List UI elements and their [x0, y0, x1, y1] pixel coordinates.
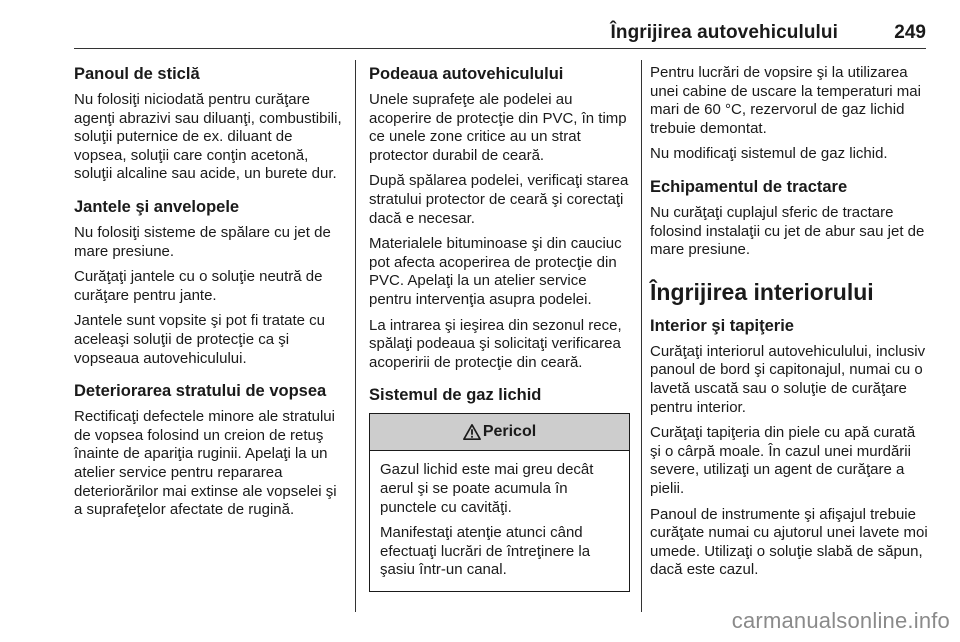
paragraph-floor-3: Materialele bituminoase şi din cauciuc pot afecta acoperirea de protecţie din PVC. Apelaţi la un atelier service pentru intervenţia asupra podelei.	[369, 235, 622, 308]
paragraph-towing: Nu curăţaţi cuplajul sferic de tractare folosind instalaţii cu jet de abur sau jet de mare presiune.	[650, 203, 925, 259]
paragraph-interior-3: Panoul de instrumente şi afişajul trebuie curăţate numai cu ajutorul unei lavete moi umede. Utilizaţi o soluţie slabă de săpun, dacă este cazul.	[650, 505, 928, 579]
warning-box	[369, 413, 630, 592]
paragraph-paint: Rectificaţi defectele minore ale stratului de vopsea folosind un creion de retuş înainte de apariţia ruginii. Apelaţi la un atelier service pentru repararea deteriorărilor mai extinse ale vopselei şi a suprafeţelor afectate de rugină.	[74, 408, 337, 519]
paragraph-interior-2: Curăţaţi tapiţeria din piele cu apă curată şi o cârpă moale. În cazul unei murdării severe, utilizaţi un agent de curăţare a pielii.	[650, 424, 916, 497]
heading-interior-upholstery: Interior şi tapiţerie	[650, 316, 794, 335]
paragraph-floor-2: După spălarea podelei, verificaţi starea stratului protector de ceară şi corectaţi dacă e necesar.	[369, 172, 629, 227]
paragraph-glass: Nu folosiţi niciodată pentru curăţare agenţi abrazivi sau diluanţi, combustibili, soluţii puternice de ex. diluant de vopsea, soluţii care conţin acetonă, soluţii alcaline sau acide, un burete dur.	[74, 91, 342, 183]
heading-glass-panel: Panoul de sticlă	[74, 65, 200, 83]
paragraph-interior-1: Curăţaţi interiorul autovehiculului, inclusiv panoul de bord şi capitonajul, numai cu o lavetă uscată sau o soluţie de curăţare pentru interior.	[650, 342, 926, 416]
heading-rims-tyres: Jantele şi anvelopele	[74, 197, 240, 216]
warning-box-header	[370, 414, 629, 451]
page-number: 249	[894, 22, 926, 43]
heading-towing-equipment: Echipamentul de tractare	[650, 177, 848, 196]
heading-paint-damage: Deteriorarea stratului de vopsea	[74, 382, 327, 401]
warning-box-body	[370, 451, 629, 591]
paragraph-rims-3: Jantele sunt vopsite şi pot fi tratate cu aceleaşi soluţii de protecţie ca şi vopseaua autovehiculului.	[74, 312, 325, 367]
heading-lpg-system: Sistemul de gaz lichid	[369, 386, 542, 405]
column-2	[369, 64, 632, 592]
paragraph-floor-4: La intrarea şi ieşirea din sezonul rece, spălaţi podeaua şi solicitaţi verificarea acoperirii de protecţie din ceară.	[369, 316, 622, 371]
paragraph-rims-2: Curăţaţi jantele cu o soluţie neutră de curăţare pentru jante.	[74, 268, 323, 304]
page-header	[74, 22, 926, 48]
paragraph-lpg-2: Nu modificaţi sistemul de gaz lichid.	[650, 145, 888, 163]
page-header-title: Îngrijirea autovehiculului	[610, 22, 838, 43]
warning-triangle-icon	[463, 423, 481, 441]
heading-interior-care: Îngrijirea interiorului	[650, 278, 874, 305]
warning-paragraph-2: Manifestaţi atenţie atunci când efectuaţi lucrări de întreţinere la şasiu într-un canal.	[380, 524, 591, 579]
warning-paragraph-1: Gazul lichid este mai greu decât aerul şi se poate acumula în punctele cu cavităţi.	[380, 461, 594, 516]
column-divider-2	[641, 60, 642, 612]
paragraph-rims-1: Nu folosiţi sisteme de spălare cu jet de mare presiune.	[74, 223, 331, 260]
watermark: carmanualsonline.info	[731, 608, 950, 633]
heading-floor: Podeaua autovehiculului	[369, 65, 564, 83]
paragraph-lpg-1: Pentru lucrări de vopsire şi la utilizarea unei cabine de uscare la temperaturi mai mari de 60 °C, rezervorul de gaz lichid trebuie demontat.	[650, 64, 921, 137]
warning-title: Pericol	[482, 423, 537, 441]
paragraph-floor-1: Unele suprafeţe ale podelei au acoperire de protecţie din PVC, în timp ce unele zone critice au un strat protector durabil de ceară.	[369, 91, 627, 164]
column-divider-1	[355, 60, 356, 612]
column-3	[650, 64, 928, 587]
header-rule	[74, 48, 926, 49]
column-1	[74, 64, 344, 527]
